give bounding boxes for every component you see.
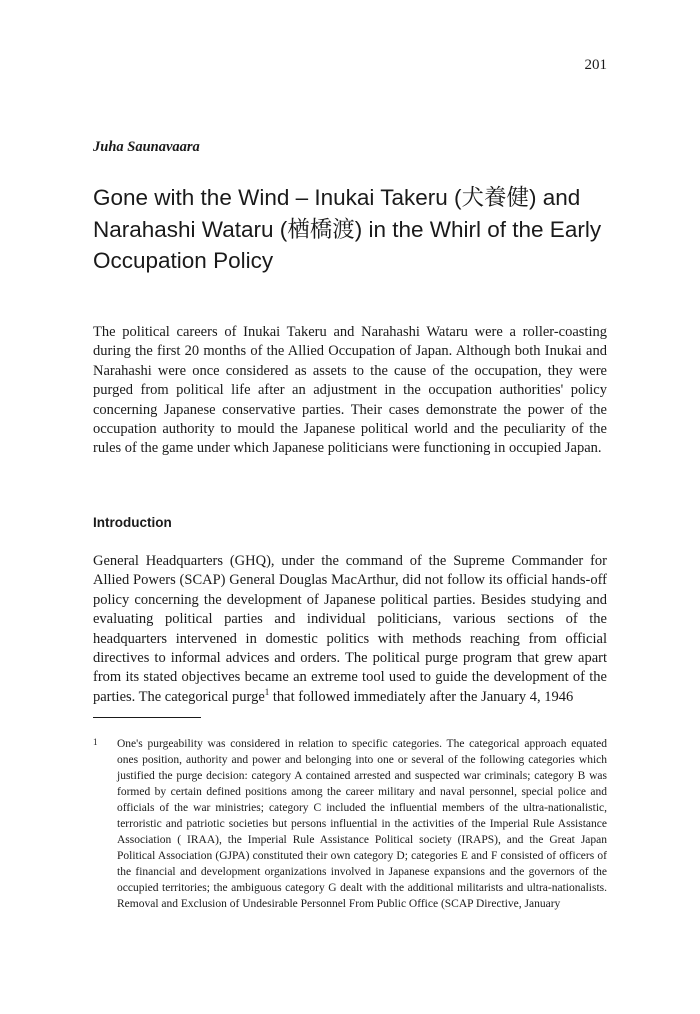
section-heading: Introduction — [93, 515, 172, 530]
body-paragraph — [93, 552, 607, 707]
footnote-text: One's purgeability was considered in relation to specific categories. The categorical approach equated ones position, authority and power and belonging into one or several of the following categories which justified the purge decision: category A contained arrested and suspected war criminals; category B was formed by certain defined positions among the career military and naval personnel, special police and officials of the war ministries; category C included the influential members of the ultra-nationalistic, terroristic and patriotic societies but persons influential in the activities of the Imperial Rule Assistance Association ( IRAA), the Imperial Rule Assistance Political society (IRAPS), and the Great Japan Political Association (GJPA) constituted their own category D; categories E and F consisted of officers of the financial and development organizations involved in Japanese expansions and the governors of the occupied territories; the ambiguous category G dealt with the additional militarists and ultra-nationalists. Removal and Exclusion of Undesirable Personnel From Public Office (SCAP Directive, January — [117, 738, 607, 910]
footnote-number: 1 — [93, 737, 98, 747]
abstract-paragraph: The political careers of Inukai Takeru and Narahashi Wataru were a roller-coasting during the first 20 months of the Allied Occupation of Japan. Although both Inukai and Narahashi were once considered as assets to the cause of the occupation, they were purged from political life after an adjustment in the occupation authorities' policy concerning Japanese conservative parties. Their cases demonstrate the power of the occupation authority to mould the Japanese political world and the peculiarity of the rules of the game under which Japanese politicians were functioning in occupied Japan. — [93, 324, 607, 457]
body-text-part-1: General Headquarters (GHQ), under the command of the Supreme Commander for Allied Powers (SCAP) General Douglas MacArthur, did not follow its official hands-off policy concerning the development of Japanese political parties. Besides studying and evaluating political parties and individual politicians, various sections of the headquarters intervened in domestic politics with methods reaching from official directives to informal advices and orders. The political purge program that grew apart from its stated objectives became an extreme tool used to guide the development of the parties. The categorical purge — [93, 553, 607, 705]
author-name: Juha Saunavaara — [93, 139, 200, 155]
body-text-part-2: that followed immediately after the January 4, 1946 — [269, 688, 574, 705]
footnote-reference[interactable]: 1 — [264, 687, 270, 698]
footnote — [93, 736, 607, 912]
footnote-divider — [93, 717, 201, 718]
page-number: 201 — [584, 57, 607, 73]
chapter-title: Gone with the Wind – Inukai Takeru (犬養健) and Narahashi Wataru (楢橋渡) in the Whirl of the Early Occupation Policy — [93, 185, 602, 273]
